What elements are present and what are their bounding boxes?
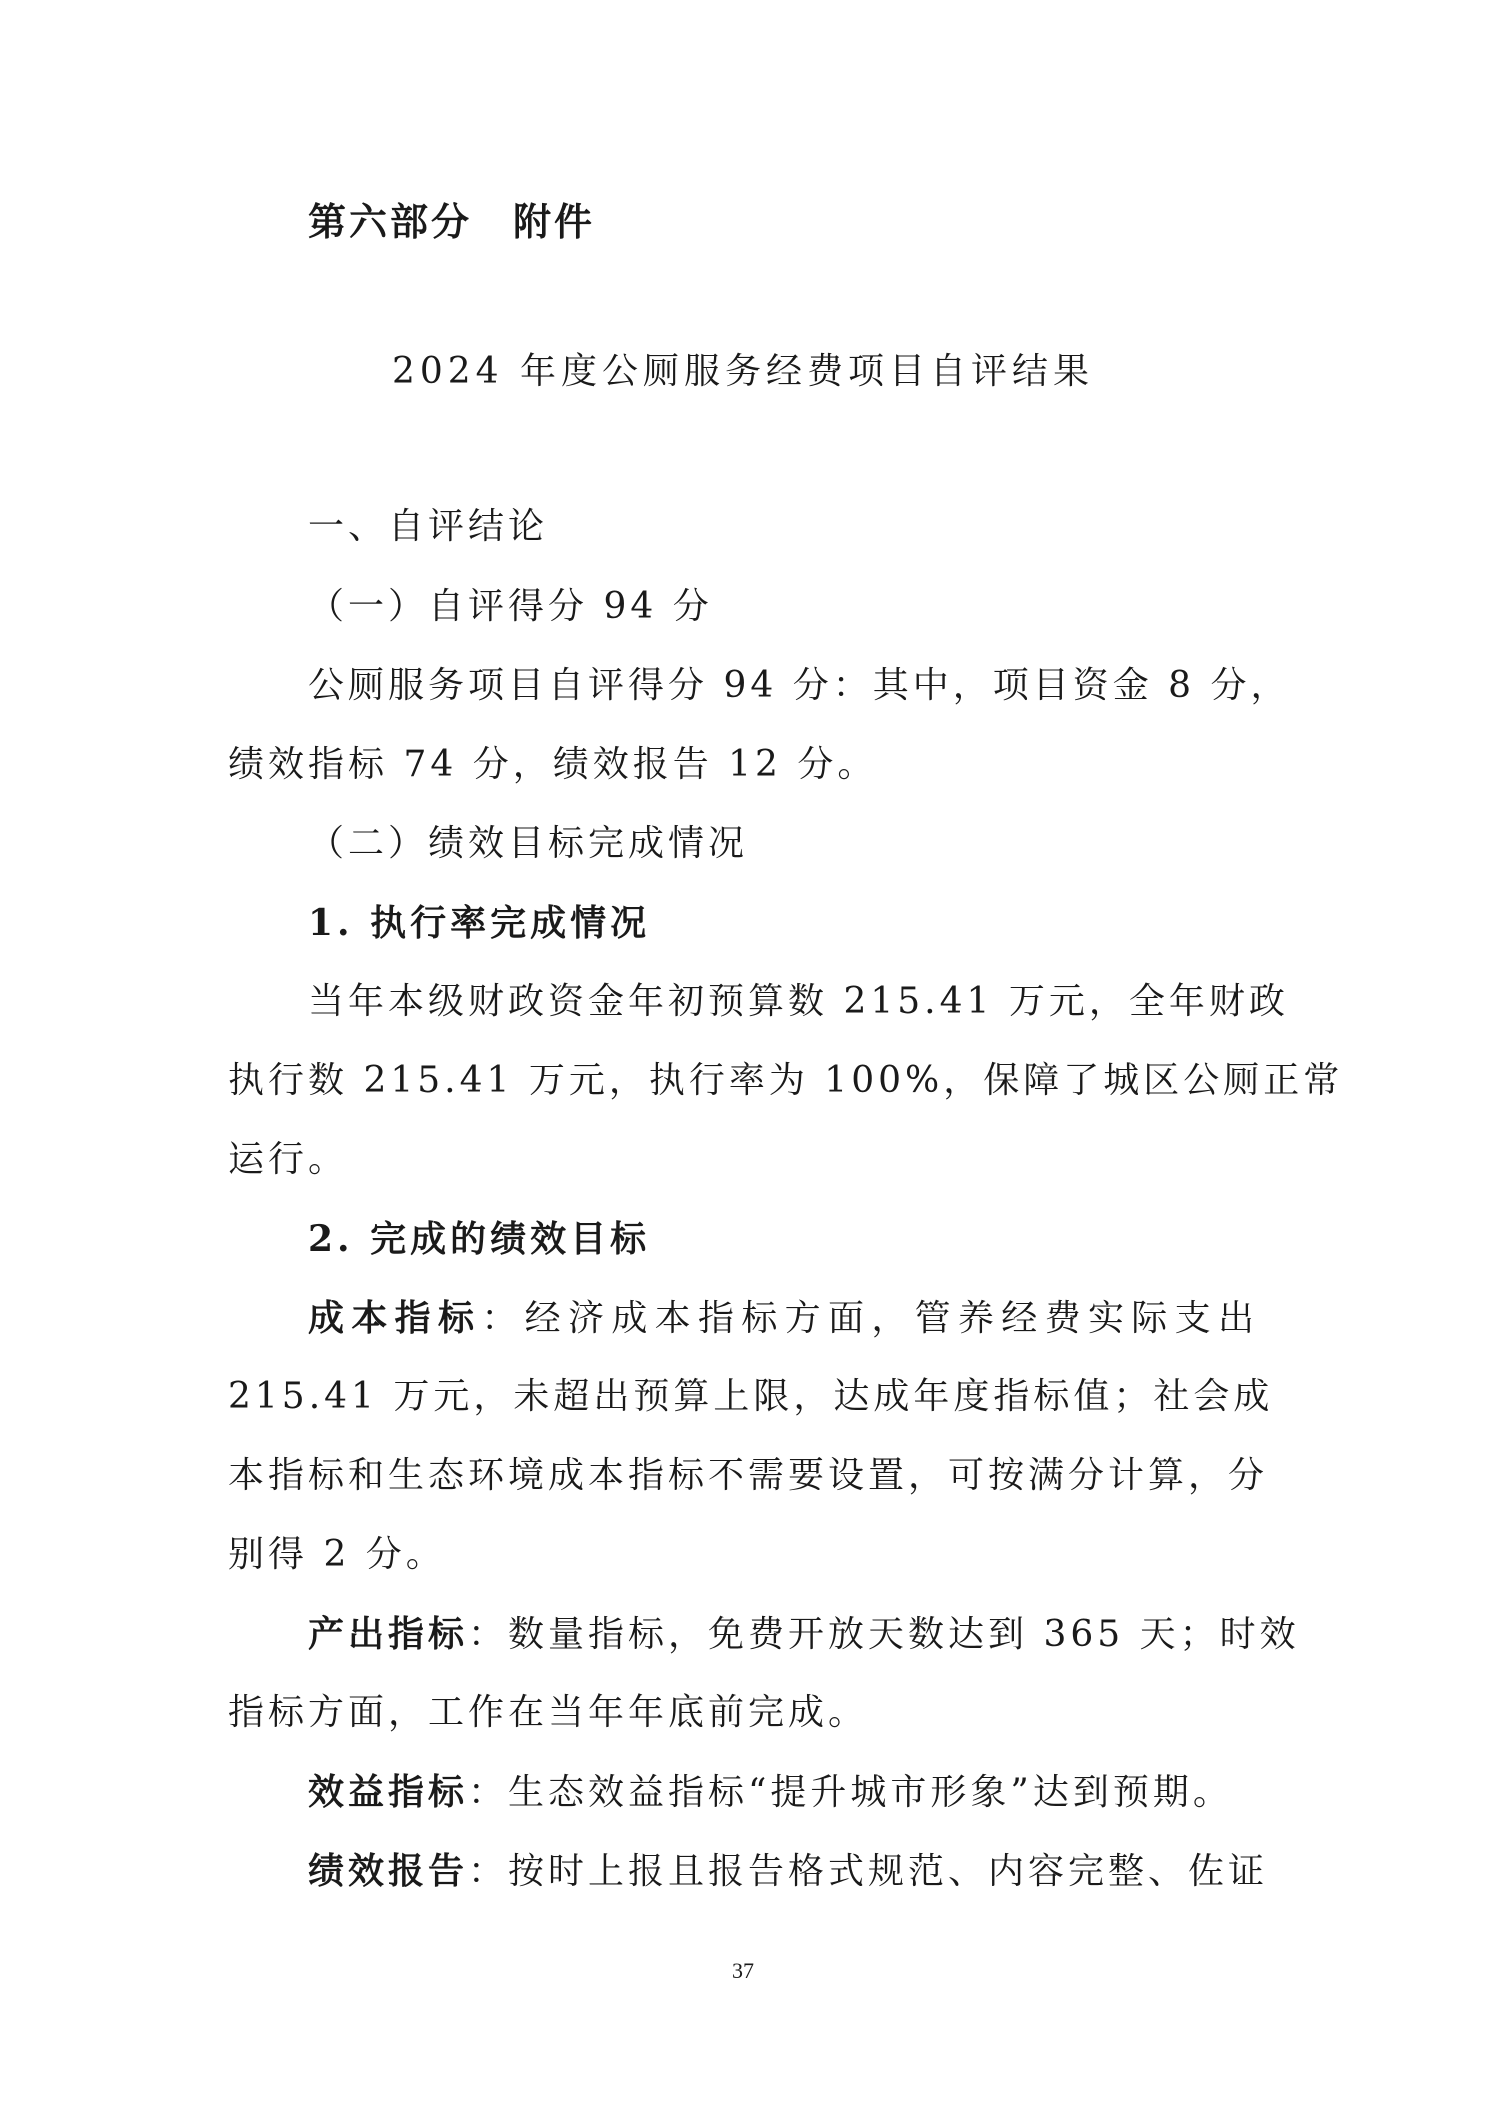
- benefit-indicator-label: 效益指标: [308, 1771, 469, 1813]
- output-indicator-line-1: [308, 1612, 1300, 1657]
- output-indicator-line-2: 指标方面，工作在当年年底前完成。: [228, 1692, 869, 1733]
- performance-report-text: ：按时上报且报告格式规范、内容完整、佐证: [468, 1851, 1269, 1892]
- execution-paragraph-line-3: 运行。: [228, 1139, 349, 1180]
- page-number: 37: [732, 1958, 754, 1983]
- document-title: 2024 年度公厕服务经费项目自评结果: [391, 351, 1095, 392]
- benefit-indicator-line-1: [308, 1770, 1233, 1815]
- benefit-indicator-text: ：生态效益指标“提升城市形象”达到预期。: [468, 1772, 1233, 1813]
- cost-indicator-line-2: 215.41 万元，未超出预算上限，达成年度指标值；社会成: [228, 1376, 1274, 1417]
- heading-self-evaluation-conclusion: 一、自评结论: [308, 506, 549, 547]
- performance-report-line-1: [308, 1849, 1269, 1894]
- score-paragraph-line-1: 公厕服务项目自评得分 94 分：其中，项目资金 8 分，: [308, 665, 1291, 706]
- cost-indicator-label: 成本指标: [308, 1297, 482, 1339]
- output-indicator-text: ：数量指标，免费开放天数达到 365 天；时效: [468, 1614, 1300, 1655]
- score-paragraph-line-2: 绩效指标 74 分，绩效报告 12 分。: [228, 744, 878, 785]
- subheading-goal-completion: （二）绩效目标完成情况: [308, 823, 749, 864]
- execution-paragraph-line-1: 当年本级财政资金年初预算数 215.41 万元，全年财政: [308, 981, 1289, 1022]
- heading-completed-goals: 2. 完成的绩效目标: [308, 1218, 651, 1260]
- performance-report-label: 绩效报告: [308, 1850, 469, 1892]
- cost-indicator-line-1: [308, 1296, 1258, 1341]
- execution-paragraph-line-2: 执行数 215.41 万元，执行率为 100%，保障了城区公厕正常: [228, 1060, 1344, 1101]
- cost-indicator-line-4: 别得 2 分。: [228, 1534, 446, 1575]
- output-indicator-label: 产出指标: [308, 1613, 469, 1655]
- heading-execution-rate: 1. 执行率完成情况: [308, 902, 651, 944]
- cost-indicator-line-3: 本指标和生态环境成本指标不需要设置，可按满分计算，分: [228, 1455, 1269, 1496]
- subheading-score: （一）自评得分 94 分: [308, 586, 713, 627]
- section-heading: 第六部分 附件: [308, 199, 596, 244]
- cost-indicator-text: ：经济成本指标方面，管养经费实际支出: [481, 1298, 1258, 1339]
